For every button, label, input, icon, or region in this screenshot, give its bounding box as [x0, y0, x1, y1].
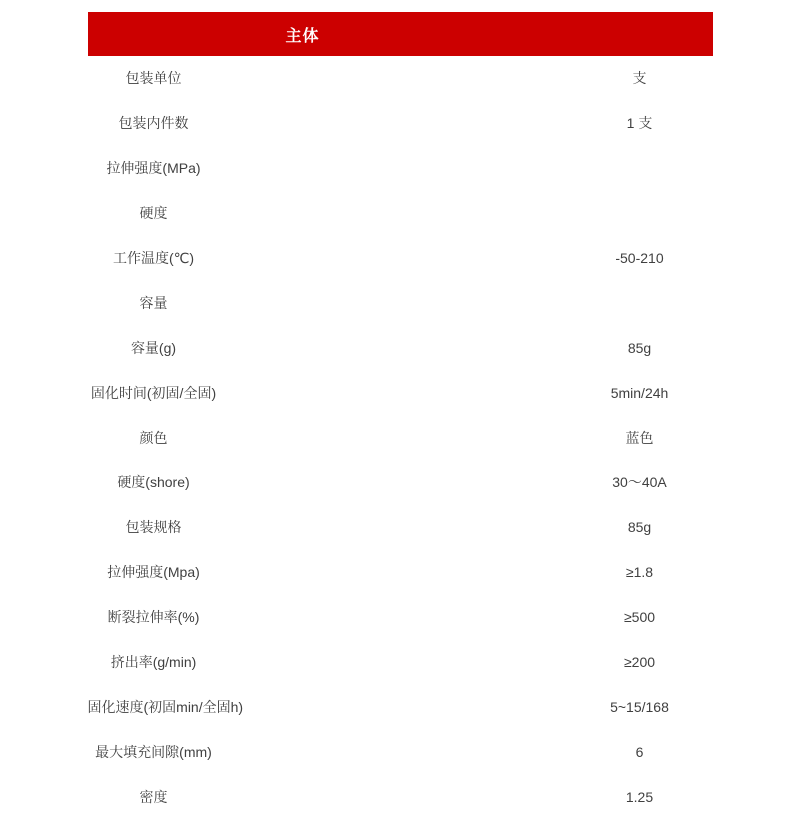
row-label: 包装单位: [125, 70, 182, 87]
table-row: [88, 684, 713, 729]
table-row: [88, 774, 713, 819]
table-row: [88, 280, 713, 325]
row-label: 拉伸强度(Mpa): [107, 564, 200, 581]
table-row: [88, 729, 713, 774]
table-row: [88, 505, 713, 550]
row-label: 固化时间(初固/全固): [90, 384, 217, 401]
table-row: [88, 101, 713, 146]
row-label: 包装内件数: [118, 115, 189, 132]
row-value: ≥200: [623, 654, 656, 671]
table-row: [88, 236, 713, 281]
spec-table-title: 主体: [285, 27, 320, 45]
row-value: 支: [632, 70, 647, 87]
row-label: 颜色: [139, 429, 168, 446]
row-label: 硬度: [139, 205, 168, 222]
table-row: [88, 415, 713, 460]
row-value: ≥500: [623, 609, 656, 626]
row-value: 1.25: [625, 788, 654, 805]
table-row: [88, 191, 713, 236]
row-value: 5min/24h: [610, 384, 669, 401]
spec-table-header: [88, 12, 713, 56]
row-value: -50-210: [615, 250, 664, 266]
table-row: [88, 550, 713, 595]
row-value: 蓝色: [625, 429, 654, 446]
row-label: 拉伸强度(MPa): [106, 160, 201, 177]
table-row: [88, 370, 713, 415]
table-row: [88, 640, 713, 685]
row-label: 容量: [139, 294, 168, 311]
table-row: [88, 595, 713, 640]
table-row: [88, 146, 713, 191]
table-row: [88, 460, 713, 505]
row-label: 断裂拉伸率(%): [107, 609, 200, 626]
row-label: 固化速度(初固min/全固h): [87, 698, 244, 715]
spec-table: [88, 12, 713, 819]
row-label: 硬度(shore): [117, 474, 190, 491]
row-label: 容量(g): [130, 339, 177, 356]
row-value: 5~15/168: [610, 698, 669, 715]
row-label: 最大填充间隙(mm): [95, 743, 212, 760]
table-row: [88, 56, 713, 101]
table-row: [88, 325, 713, 370]
row-value: 6: [635, 743, 644, 760]
spec-rows-container: [88, 56, 713, 819]
row-value: 1 支: [626, 115, 653, 132]
row-label: 工作温度(℃): [112, 250, 195, 266]
row-label: 包装规格: [125, 519, 182, 536]
row-value: 85g: [627, 339, 652, 356]
row-value: ≥1.8: [625, 564, 654, 581]
row-value: 30～40A: [612, 474, 667, 491]
row-value: 85g: [627, 519, 652, 536]
row-label: 挤出率(g/min): [110, 654, 197, 671]
row-label: 密度: [139, 788, 168, 805]
